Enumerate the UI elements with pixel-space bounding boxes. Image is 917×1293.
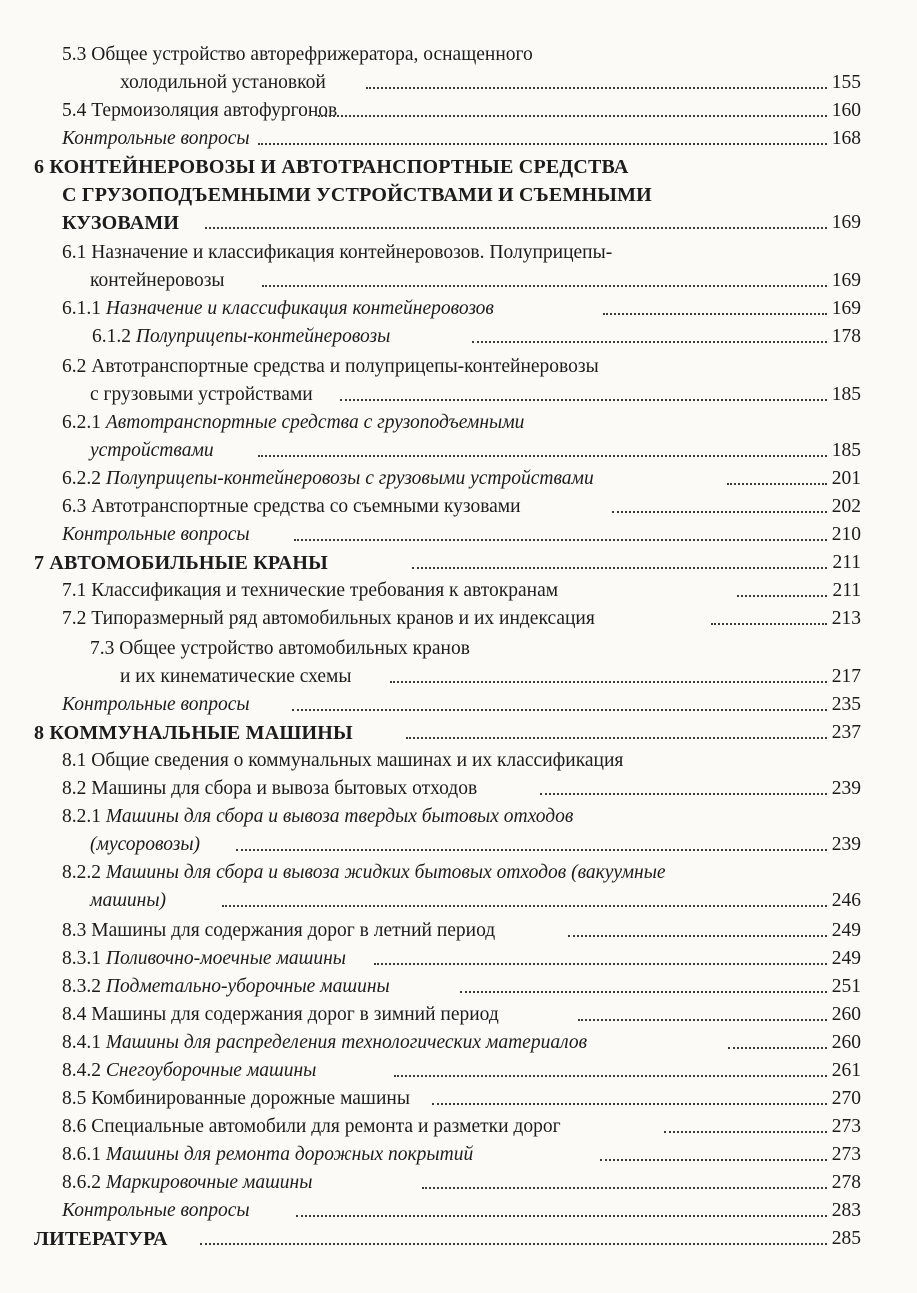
toc-line: [0, 210, 917, 236]
toc-entry-text: с грузовыми устройствами: [90, 384, 313, 405]
dot-leader: [578, 1019, 827, 1021]
dot-leader: [664, 1131, 827, 1133]
toc-line: [0, 296, 917, 322]
toc-page-number: 169: [831, 298, 861, 319]
toc-entry-number: 8.6.1: [62, 1144, 106, 1165]
toc-entry-text: 8.5 Комбинированные дорожные машины: [62, 1088, 410, 1109]
toc-line: [0, 578, 917, 604]
dot-leader: [390, 681, 827, 683]
toc-entry-text: устройствами: [90, 440, 214, 461]
toc-entry-text: 6.1 Назначение и классификация контейнеровозов. Полуприцепы-: [62, 242, 613, 263]
dot-leader: [727, 483, 827, 485]
toc-line: [0, 1226, 917, 1252]
toc-entry-number: 8.3.1: [62, 948, 106, 969]
toc-entry-number: 8.2.2: [62, 862, 106, 883]
dot-leader: [394, 1075, 827, 1077]
toc-line: [0, 946, 917, 972]
toc-entry-number: 6.2.2: [62, 468, 106, 489]
toc-line: [0, 98, 917, 124]
toc-line: [0, 42, 917, 68]
toc-line: [0, 1086, 917, 1112]
toc-entry-number: 8.6.2: [62, 1172, 106, 1193]
toc-page-number: 270: [831, 1088, 861, 1109]
toc-entry-title: Подметально-уборочные машины: [105, 976, 390, 997]
toc-page-number: 160: [831, 100, 861, 121]
toc-page-number: 213: [831, 608, 861, 629]
dot-leader: [728, 1047, 827, 1049]
toc-page-number: 202: [831, 496, 861, 517]
dot-leader: [612, 511, 827, 513]
toc-line: [0, 494, 917, 520]
toc-entry-number: 8.2.1: [62, 806, 106, 827]
toc-line: [0, 1142, 917, 1168]
toc-page-number: 260: [831, 1004, 861, 1025]
toc-page-number: 185: [831, 384, 861, 405]
toc-entry-text: [62, 1170, 312, 1196]
dot-leader: [340, 399, 827, 401]
toc-entry-text: Контрольные вопросы: [62, 524, 250, 545]
toc-entry-text: 8.2 Машины для сбора и вывоза бытовых отходов: [62, 778, 478, 799]
toc-page-number: 178: [831, 326, 861, 347]
toc-page-number: 260: [831, 1032, 861, 1053]
toc-entry-title: Поливочно-моечные машины: [105, 948, 346, 969]
dot-leader: [258, 455, 827, 457]
toc-line: [0, 888, 917, 914]
toc-entry-text: 8.4 Машины для содержания дорог в зимний период: [62, 1004, 499, 1025]
toc-entry-text: 7.3 Общее устройство автомобильных кранов: [90, 638, 470, 659]
toc-entry-text: 8.1 Общие сведения о коммунальных машинах и их классификация: [62, 750, 624, 771]
toc-page-number: 211: [832, 580, 861, 601]
toc-entry-text: Контрольные вопросы: [62, 1200, 250, 1221]
toc-line: [0, 182, 917, 208]
toc-entry-title: Машины для сбора и вывоза твердых бытовых отходов: [105, 806, 574, 827]
dot-leader: [366, 87, 827, 89]
toc-page-number: 273: [831, 1144, 861, 1165]
toc-line: [0, 748, 917, 774]
toc-page-number: 246: [831, 890, 861, 911]
dot-leader: [460, 991, 827, 993]
toc-entry-title: Полуприцепы-контейнеровозы с грузовыми устройствами: [105, 468, 594, 489]
toc-entry-text: 6.3 Автотранспортные средства со съемными кузовами: [62, 496, 521, 517]
toc-entry-text: холодильной установкой: [120, 72, 326, 93]
toc-entry-text: [62, 1142, 473, 1168]
toc-entry-text: [62, 974, 390, 1000]
toc-page-number: 237: [831, 722, 861, 743]
toc-entry-text: 8.6 Специальные автомобили для ремонта и разметки дорог: [62, 1116, 561, 1137]
toc-line: [0, 692, 917, 718]
toc-line: [0, 636, 917, 662]
toc-line: [0, 860, 917, 886]
toc-entry-text: [62, 804, 573, 830]
dot-leader: [540, 793, 827, 795]
toc-line: [0, 382, 917, 408]
toc-page-number: 251: [831, 976, 861, 997]
toc-page-number: 169: [831, 270, 861, 291]
toc-page-number: 185: [831, 440, 861, 461]
dot-leader: [603, 313, 827, 315]
toc-entry-title: Машины для ремонта дорожных покрытий: [105, 1144, 474, 1165]
toc-entry-number: 8.4.1: [62, 1032, 106, 1053]
toc-entry-text: 5.3 Общее устройство авторефрижератора, оснащенного: [62, 44, 533, 65]
toc-entry-text: [62, 296, 494, 322]
toc-chapter-title: 8 КОММУНАЛЬНЫЕ МАШИНЫ: [34, 722, 353, 744]
toc-chapter-title: С ГРУЗОПОДЪЕМНЫМИ УСТРОЙСТВАМИ И СЪЕМНЫМИ: [62, 184, 652, 206]
toc-entry-text: контейнеровозы: [90, 270, 225, 291]
toc-entry-title: Машины для сбора и вывоза жидких бытовых отходов (вакуумные: [105, 862, 666, 883]
toc-chapter-title: ЛИТЕРАТУРА: [34, 1228, 168, 1250]
toc-line: [0, 1002, 917, 1028]
dot-leader: [258, 143, 827, 145]
toc-entry-text: [62, 860, 666, 886]
toc-line: [0, 606, 917, 632]
toc-page-number: 210: [831, 524, 861, 545]
dot-leader: [222, 905, 827, 907]
toc-line: [0, 832, 917, 858]
toc-line: [0, 324, 917, 350]
toc-chapter-title: КУЗОВАМИ: [62, 212, 180, 234]
toc-entry-text: [62, 1058, 316, 1084]
toc-page-number: 211: [832, 552, 861, 573]
toc-page-number: 249: [831, 920, 861, 941]
toc-entry-number: 6.1.2: [92, 326, 136, 347]
toc-entry-number: 8.4.2: [62, 1060, 106, 1081]
dot-leader: [568, 935, 827, 937]
toc-page-number: 273: [831, 1116, 861, 1137]
toc-line: [0, 918, 917, 944]
toc-line: [0, 438, 917, 464]
toc-entry-number: 8.3.2: [62, 976, 106, 997]
toc-entry-number: 6.2.1: [62, 412, 106, 433]
toc-entry-text: Контрольные вопросы: [62, 694, 250, 715]
toc-line: [0, 522, 917, 548]
toc-entry-text: [92, 324, 390, 350]
toc-chapter-title: 6 КОНТЕЙНЕРОВОЗЫ И АВТОТРАНСПОРТНЫЕ СРЕДСТВА: [34, 156, 629, 178]
toc-entry-text: 7.1 Классификация и технические требования к автокранам: [62, 580, 559, 601]
dot-leader: [236, 849, 827, 851]
dot-leader: [292, 709, 827, 711]
toc-line: [0, 974, 917, 1000]
dot-leader: [432, 1103, 827, 1105]
dot-leader: [294, 539, 827, 541]
toc-line: [0, 1058, 917, 1084]
toc-entry-text: [62, 410, 524, 436]
toc-entry-text: 5.4 Термоизоляция автофургонов: [62, 100, 338, 121]
toc-entry-text: и их кинематические схемы: [120, 666, 352, 687]
toc-page-number: 283: [831, 1200, 861, 1221]
dot-leader: [318, 115, 827, 117]
toc-page-number: 261: [831, 1060, 861, 1081]
dot-leader: [406, 737, 827, 739]
toc-line: [0, 410, 917, 436]
toc-line: [0, 126, 917, 152]
toc-page-number: 168: [831, 128, 861, 149]
toc-page-number: 169: [831, 212, 861, 233]
toc-page-number: 285: [831, 1228, 861, 1249]
toc-line: [0, 154, 917, 180]
toc-page-number: 249: [831, 948, 861, 969]
toc-page-number: 239: [831, 778, 861, 799]
toc-entry-text: Контрольные вопросы: [62, 128, 250, 149]
toc-entry-title: Автотранспортные средства с грузоподъемными: [105, 412, 525, 433]
toc-entry-text: 7.2 Типоразмерный ряд автомобильных кранов и их индексация: [62, 608, 595, 629]
toc-entry-title: Назначение и классификация контейнеровозов: [105, 298, 494, 319]
dot-leader: [296, 1215, 827, 1217]
toc-line: [0, 1030, 917, 1056]
toc-line: [0, 720, 917, 746]
toc-entry-title: Машины для распределения технологических материалов: [105, 1032, 588, 1053]
dot-leader: [422, 1187, 827, 1189]
toc-entry-title: Полуприцепы-контейнеровозы: [135, 326, 391, 347]
dot-leader: [262, 285, 827, 287]
toc-entry-number: 6.1.1: [62, 298, 106, 319]
toc-line: [0, 550, 917, 576]
toc-entry-text: 8.3 Машины для содержания дорог в летний период: [62, 920, 496, 941]
toc-page-number: 155: [831, 72, 861, 93]
toc-page-number: 278: [831, 1172, 861, 1193]
toc-line: [0, 1114, 917, 1140]
toc-line: [0, 268, 917, 294]
toc-line: [0, 804, 917, 830]
toc-line: [0, 70, 917, 96]
toc-line: [0, 466, 917, 492]
toc-line: [0, 1170, 917, 1196]
toc-line: [0, 354, 917, 380]
dot-leader: [205, 227, 827, 229]
toc-chapter-title: 7 АВТОМОБИЛЬНЫЕ КРАНЫ: [34, 552, 329, 574]
dot-leader: [412, 567, 827, 569]
toc-page-number: 217: [831, 666, 861, 687]
toc-entry-text: [62, 466, 594, 492]
dot-leader: [374, 963, 827, 965]
toc-entry-text: [62, 946, 346, 972]
toc-page-number: 239: [831, 834, 861, 855]
toc-page-number: 235: [831, 694, 861, 715]
toc-line: [0, 776, 917, 802]
toc-page-number: 201: [831, 468, 861, 489]
toc-line: [0, 240, 917, 266]
dot-leader: [200, 1243, 827, 1245]
dot-leader: [737, 595, 827, 597]
toc-entry-text: машины): [90, 890, 167, 911]
toc-entry-title: Снегоуборочные машины: [105, 1060, 317, 1081]
toc-line: [0, 664, 917, 690]
toc-entry-text: (мусоровозы): [90, 834, 201, 855]
toc-entry-text: [62, 1030, 587, 1056]
dot-leader: [472, 341, 827, 343]
toc-line: [0, 1198, 917, 1224]
toc-entry-title: Маркировочные машины: [105, 1172, 313, 1193]
dot-leader: [711, 623, 827, 625]
toc-entry-text: 6.2 Автотранспортные средства и полуприцепы-контейнеровозы: [62, 356, 599, 377]
dot-leader: [600, 1159, 827, 1161]
